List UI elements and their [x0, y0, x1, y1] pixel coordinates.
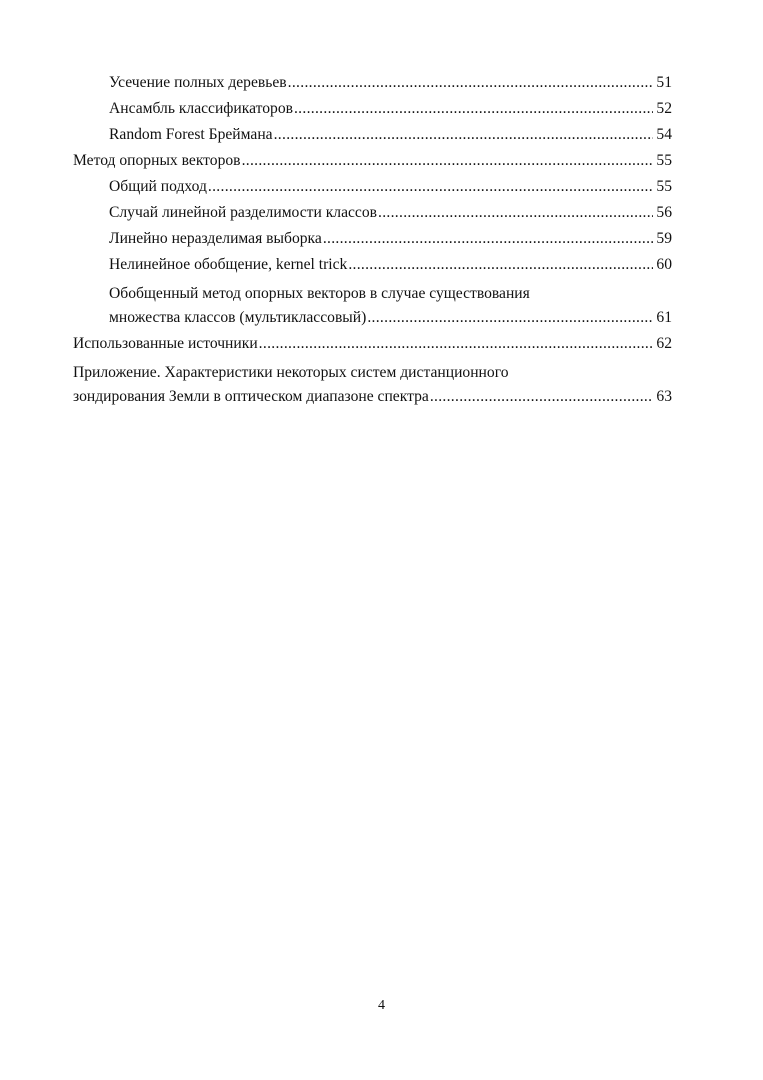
dot-leader [242, 149, 653, 173]
dot-leader [294, 97, 653, 121]
toc-entry-page: 61 [656, 309, 672, 326]
toc-entry[interactable] [73, 123, 672, 147]
toc-entry-title: Общий подход [109, 178, 207, 195]
toc-entry-title: Приложение. Характеристики некоторых систем дистанционного [73, 364, 509, 381]
dot-leader [348, 253, 653, 277]
dot-leader [208, 175, 653, 199]
dot-leader [367, 306, 653, 330]
toc-entry-title: Обобщенный метод опорных векторов в случае существования [109, 285, 530, 302]
toc-entry[interactable] [73, 201, 672, 225]
toc-entry-page: 63 [656, 388, 672, 405]
toc-entry-page: 62 [656, 335, 672, 352]
table-of-contents [73, 71, 672, 409]
toc-entry[interactable] [73, 149, 672, 173]
toc-entry[interactable] [73, 175, 672, 199]
toc-entry[interactable] [73, 253, 672, 277]
toc-entry-title: Нелинейное обобщение, kernel trick [109, 256, 348, 273]
toc-entry[interactable] [73, 332, 672, 356]
toc-entry-title: Ансамбль классификаторов [109, 100, 293, 117]
toc-entry[interactable] [73, 97, 672, 121]
toc-entry[interactable] [73, 71, 672, 95]
toc-entry-title: Random Forest Бреймана [109, 126, 273, 143]
page-number: 4 [378, 998, 385, 1013]
toc-entry-page: 51 [656, 74, 672, 91]
toc-entry-title: Усечение полных деревьев [109, 74, 287, 91]
toc-entry-page: 55 [656, 152, 672, 169]
toc-entry-page: 55 [656, 178, 672, 195]
dot-leader [259, 332, 653, 356]
toc-entry-page: 56 [656, 204, 672, 221]
toc-entry-title-cont: множества классов (мультиклассовый) [109, 309, 367, 326]
toc-entry-title: Метод опорных векторов [73, 152, 241, 169]
toc-entry[interactable] [73, 361, 672, 409]
dot-leader [430, 385, 653, 409]
toc-entry-page: 59 [656, 230, 672, 247]
toc-entry[interactable] [73, 282, 672, 330]
dot-leader [378, 201, 653, 225]
toc-entry[interactable] [73, 227, 672, 251]
toc-entry-title: Использованные источники [73, 335, 258, 352]
toc-entry-page: 60 [656, 256, 672, 273]
dot-leader [274, 123, 653, 147]
dot-leader [323, 227, 653, 251]
toc-entry-page: 52 [656, 100, 672, 117]
toc-entry-page: 54 [656, 126, 672, 143]
toc-entry-title-cont: зондирования Земли в оптическом диапазоне спектра [73, 388, 429, 405]
toc-entry-title: Случай линейной разделимости классов [109, 204, 378, 221]
toc-entry-title: Линейно неразделимая выборка [109, 230, 322, 247]
dot-leader [288, 71, 653, 95]
